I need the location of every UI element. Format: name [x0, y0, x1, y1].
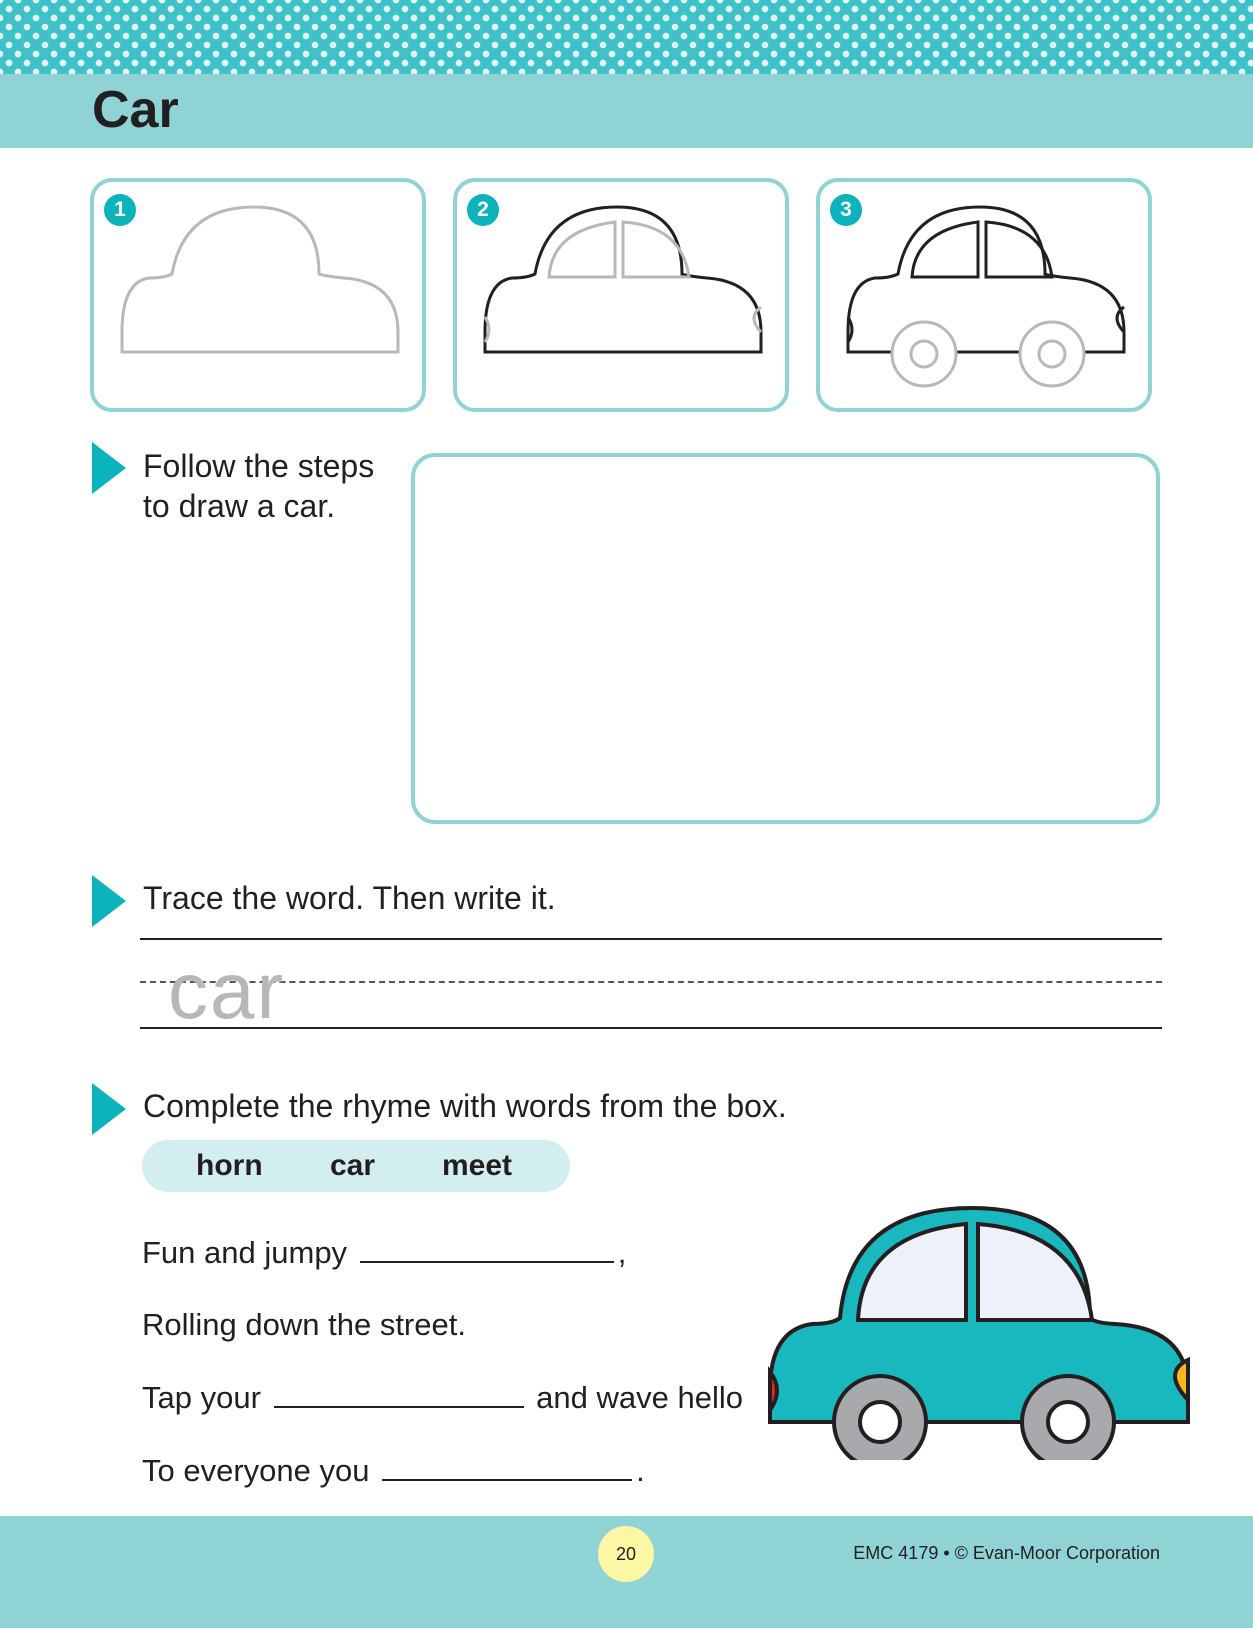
rhyme-punct: ,	[617, 1235, 627, 1270]
car-illustration	[760, 1200, 1196, 1460]
step-number-badge: 1	[104, 194, 136, 226]
instruction-arrow-icon	[92, 442, 126, 494]
rhyme-text: Tap your	[142, 1380, 261, 1415]
step-1-car-outline	[94, 182, 430, 416]
word-box-item: horn	[196, 1149, 263, 1182]
step-1-panel	[90, 178, 426, 412]
instruction-arrow-icon	[92, 875, 126, 927]
rhyme-blank-3[interactable]	[382, 1479, 632, 1481]
title-band	[0, 74, 1253, 148]
handwriting-mid-line	[140, 981, 1162, 983]
rhyme-line-1	[142, 1233, 626, 1273]
step-number-badge: 3	[830, 194, 862, 226]
step-3-car-outline	[820, 182, 1156, 416]
rhyme-text: Fun and jumpy	[142, 1235, 348, 1270]
handwriting-base-line[interactable]	[140, 1027, 1162, 1029]
draw-instruction-line-2: to draw a car.	[143, 488, 336, 524]
trace-word: car	[168, 946, 286, 1035]
rhyme-punct: .	[636, 1453, 645, 1488]
word-box-item: car	[330, 1149, 376, 1182]
rhyme-instruction: Complete the rhyme with words from the box.	[143, 1088, 787, 1124]
rhyme-line-3	[142, 1378, 743, 1418]
polka-dot-banner	[0, 0, 1253, 74]
rhyme-line-4	[142, 1451, 645, 1491]
rhyme-text: and wave hello	[536, 1380, 743, 1415]
step-number-badge: 2	[467, 194, 499, 226]
instruction-arrow-icon	[92, 1083, 126, 1135]
rhyme-text: Rolling down the street.	[142, 1307, 466, 1342]
trace-instruction: Trace the word. Then write it.	[143, 880, 556, 916]
drawing-area[interactable]	[411, 453, 1160, 824]
copyright-credit: EMC 4179 • © Evan-Moor Corporation	[853, 1543, 1160, 1563]
rhyme-text: To everyone you	[142, 1453, 370, 1488]
word-box-item: meet	[442, 1149, 513, 1182]
page-number: 20	[598, 1526, 654, 1582]
step-2-panel	[453, 178, 789, 412]
rhyme-line-2	[142, 1305, 466, 1345]
page-title: Car	[92, 81, 179, 139]
step-3-panel	[816, 178, 1152, 412]
rhyme-blank-1[interactable]	[360, 1261, 614, 1263]
draw-instruction-line-1: Follow the steps	[143, 448, 375, 484]
handwriting-top-line	[140, 938, 1162, 940]
step-2-car-outline	[457, 182, 793, 416]
rhyme-blank-2[interactable]	[274, 1406, 524, 1408]
